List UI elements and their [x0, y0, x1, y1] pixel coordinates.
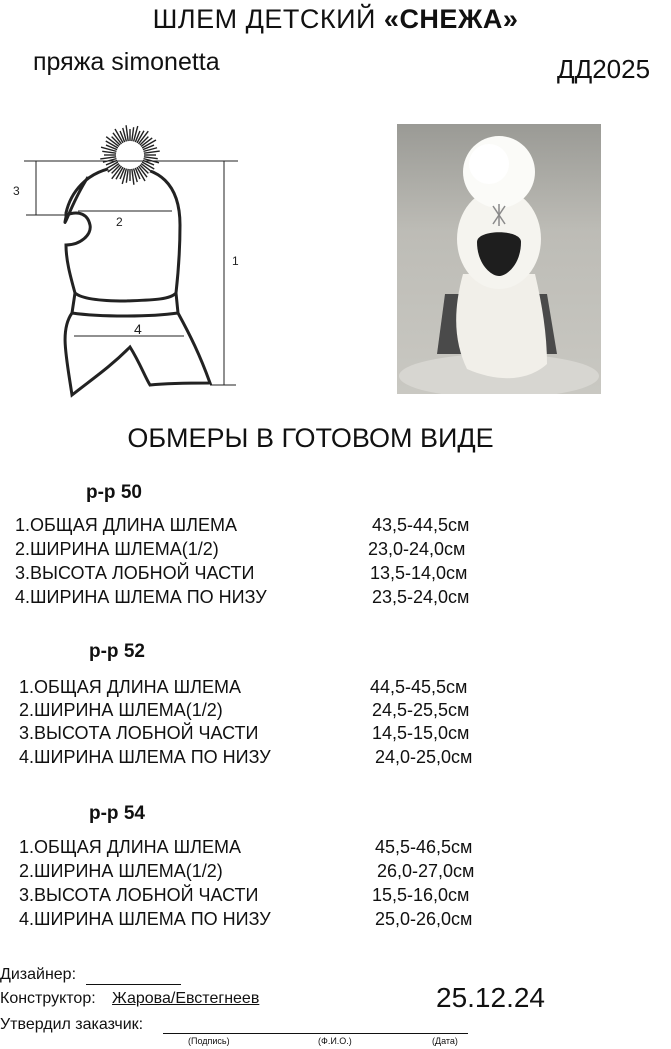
helmet-collar [72, 293, 178, 316]
article-number: ДД2025 [557, 54, 651, 84]
measurements-heading: ОБМЕРЫ В ГОТОВОМ ВИДЕ [127, 423, 494, 453]
designer-label: Дизайнер: [0, 966, 77, 983]
document-date: 25.12.24 [436, 982, 545, 1013]
row-name: 1.ОБЩАЯ ДЛИНА ШЛЕМА [19, 677, 241, 697]
size-label-52: р-р 52 [89, 641, 145, 662]
row-name: 1.ОБЩАЯ ДЛИНА ШЛЕМА [19, 837, 241, 857]
date-caption: (Дата) [432, 1036, 458, 1046]
row-name: 2.ШИРИНА ШЛЕМА(1/2) [15, 539, 219, 559]
dimension-label-4: 4 [134, 321, 142, 337]
row-value: 24,0-25,0см [375, 747, 473, 767]
row-name: 3.ВЫСОТА ЛОБНОЙ ЧАСТИ [19, 723, 259, 743]
row-name: 2.ШИРИНА ШЛЕМА(1/2) [19, 700, 223, 720]
row-value: 23,5-24,0см [372, 587, 470, 607]
dimension-label-2: 2 [116, 215, 123, 229]
pompom-icon [100, 125, 159, 184]
fio-caption: (Ф.И.О.) [318, 1036, 352, 1046]
yarn-label: пряжа simonetta [33, 48, 220, 76]
dimension-label-3: 3 [13, 184, 20, 198]
row-value: 13,5-14,0см [370, 563, 468, 583]
signature-caption: (Подпись) [188, 1036, 230, 1046]
row-value: 24,5-25,5см [372, 700, 470, 720]
row-name: 4.ШИРИНА ШЛЕМА ПО НИЗУ [15, 587, 267, 607]
row-value: 45,5-46,5см [375, 837, 473, 857]
constructor-label: Конструктор: [0, 990, 96, 1007]
row-name: 2.ШИРИНА ШЛЕМА(1/2) [19, 861, 223, 881]
title-name: «СНЕЖА» [383, 4, 519, 34]
row-value: 26,0-27,0см [377, 861, 475, 881]
helmet-outline [65, 167, 180, 301]
row-value: 23,0-24,0см [368, 539, 466, 559]
row-value: 44,5-45,5см [370, 677, 468, 697]
document-title [0, 4, 671, 35]
designer-signature-line [86, 984, 181, 985]
title-prefix: ШЛЕМ ДЕТСКИЙ [152, 4, 384, 34]
size-label-54: р-р 54 [89, 803, 145, 824]
row-name: 4.ШИРИНА ШЛЕМА ПО НИЗУ [19, 909, 271, 929]
size-label-50: р-р 50 [86, 482, 142, 503]
helmet-sketch [0, 115, 260, 400]
row-value: 14,5-15,0см [372, 723, 470, 743]
dimension-label-1: 1 [232, 254, 239, 268]
row-value: 43,5-44,5см [372, 515, 470, 535]
row-name: 3.ВЫСОТА ЛОБНОЙ ЧАСТИ [19, 885, 259, 905]
row-name: 4.ШИРИНА ШЛЕМА ПО НИЗУ [19, 747, 271, 767]
constructor-name: Жарова/Евстегнеев [112, 990, 260, 1007]
approval-signature-line [163, 1033, 468, 1034]
row-name: 3.ВЫСОТА ЛОБНОЙ ЧАСТИ [15, 563, 255, 583]
row-value: 15,5-16,0см [372, 885, 470, 905]
row-value: 25,0-26,0см [375, 909, 473, 929]
product-photo [397, 124, 601, 394]
row-name: 1.ОБЩАЯ ДЛИНА ШЛЕМА [15, 515, 237, 535]
approved-label: Утвердил заказчик: [0, 1016, 144, 1033]
